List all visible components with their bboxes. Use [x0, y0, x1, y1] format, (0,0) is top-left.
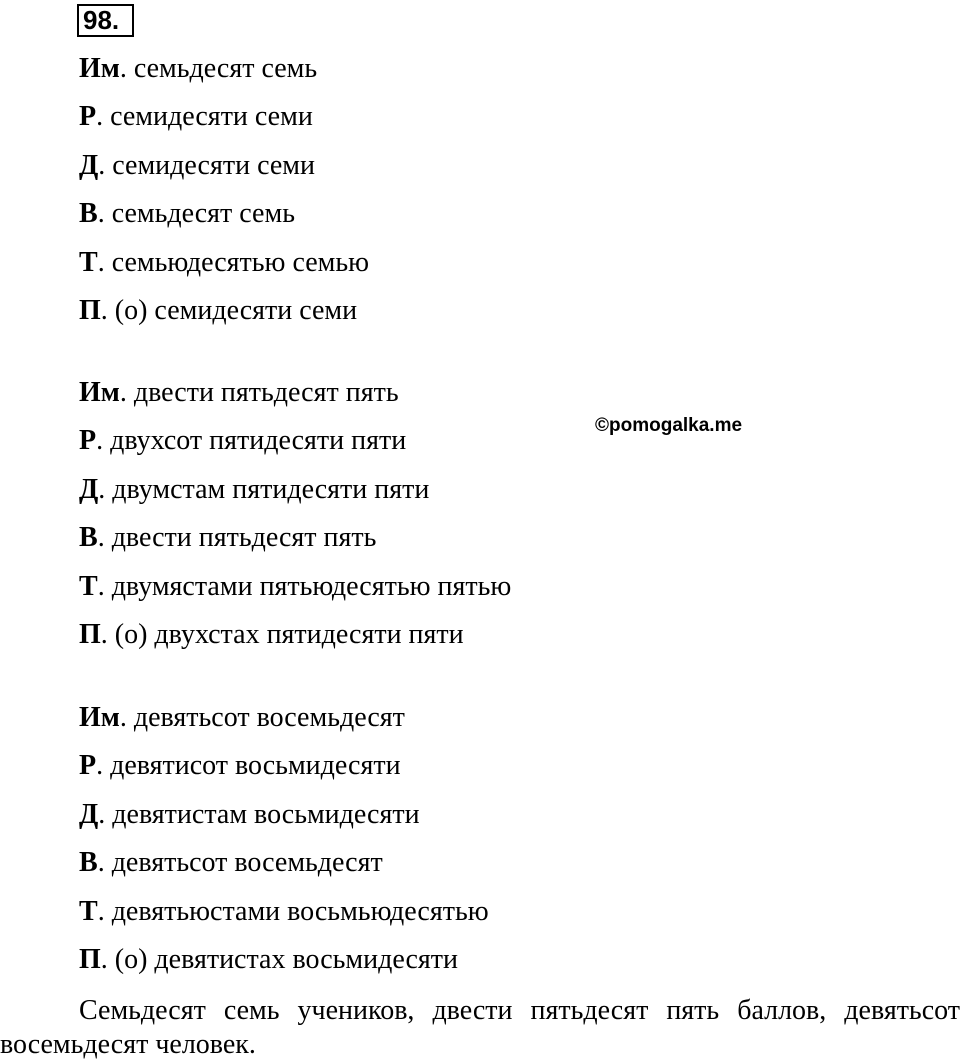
- case-form: . девятистам восьмидесяти: [98, 799, 420, 830]
- case-label: П: [79, 944, 101, 975]
- case-form: . девятьсот восемьдесят: [119, 702, 405, 733]
- case-form: . семьдесят семь: [97, 198, 295, 229]
- declension-row: [79, 571, 511, 603]
- case-form: . двести пятьдесят пять: [97, 522, 377, 553]
- declension-row: [79, 702, 405, 734]
- case-form: . двумстам пятидесяти пяти: [98, 474, 430, 505]
- case-form: . семидесяти семи: [98, 150, 315, 181]
- declension-row: [79, 944, 458, 976]
- case-form: . семьюдесятью семью: [97, 247, 370, 278]
- case-form: . девятьюстами восьмьюдесятью: [97, 896, 489, 927]
- case-label: В: [79, 847, 98, 878]
- declension-row: [79, 799, 420, 831]
- declension-row: [79, 896, 489, 928]
- case-form: . двумястами пятьюдесятью пятью: [97, 571, 512, 602]
- declension-row: [79, 150, 315, 182]
- declension-row: [79, 619, 464, 651]
- case-form: . (о) семидесяти семи: [100, 295, 358, 326]
- conclusion-paragraph: Семьдесят семь учеников, двести пятьдесят пять баллов, девятьсот восемьдесят человек.: [0, 995, 960, 1060]
- case-form: . девятьсот восемьдесят: [97, 847, 383, 878]
- declension-row: [79, 295, 357, 327]
- case-label: Т: [79, 571, 98, 602]
- case-label: Д: [79, 799, 99, 830]
- declension-row: [79, 847, 383, 879]
- declension-row: [79, 198, 295, 230]
- case-label: Им: [79, 377, 120, 408]
- declension-row: [79, 474, 429, 506]
- case-label: П: [79, 619, 101, 650]
- case-label: В: [79, 522, 98, 553]
- declension-row: [79, 377, 399, 409]
- declension-row: [79, 522, 376, 554]
- case-label: Д: [79, 474, 99, 505]
- case-label: Т: [79, 247, 98, 278]
- case-label: П: [79, 295, 101, 326]
- case-label: Р: [79, 425, 97, 456]
- declension-row: [79, 425, 406, 457]
- case-label: Им: [79, 53, 120, 84]
- case-label: Д: [79, 150, 99, 181]
- case-form: . двухсот пятидесяти пяти: [96, 425, 407, 456]
- case-form: . двести пятьдесят пять: [119, 377, 399, 408]
- case-label: В: [79, 198, 98, 229]
- declension-row: [79, 53, 317, 85]
- case-form: . семьдесят семь: [119, 53, 318, 84]
- declension-row: [79, 247, 369, 279]
- exercise-number: 98.: [77, 4, 134, 37]
- case-form: . (о) двухстах пятидесяти пяти: [100, 619, 464, 650]
- case-label: Р: [79, 101, 97, 132]
- case-label: Р: [79, 750, 97, 781]
- case-form: . (о) девятистах восьмидесяти: [100, 944, 459, 975]
- case-form: . семидесяти семи: [96, 101, 313, 132]
- case-form: . девятисот восьмидесяти: [96, 750, 401, 781]
- declension-row: [79, 750, 401, 782]
- case-label: Т: [79, 896, 98, 927]
- declension-row: [79, 101, 313, 133]
- case-label: Им: [79, 702, 120, 733]
- watermark: ©pomogalka.me: [595, 415, 743, 436]
